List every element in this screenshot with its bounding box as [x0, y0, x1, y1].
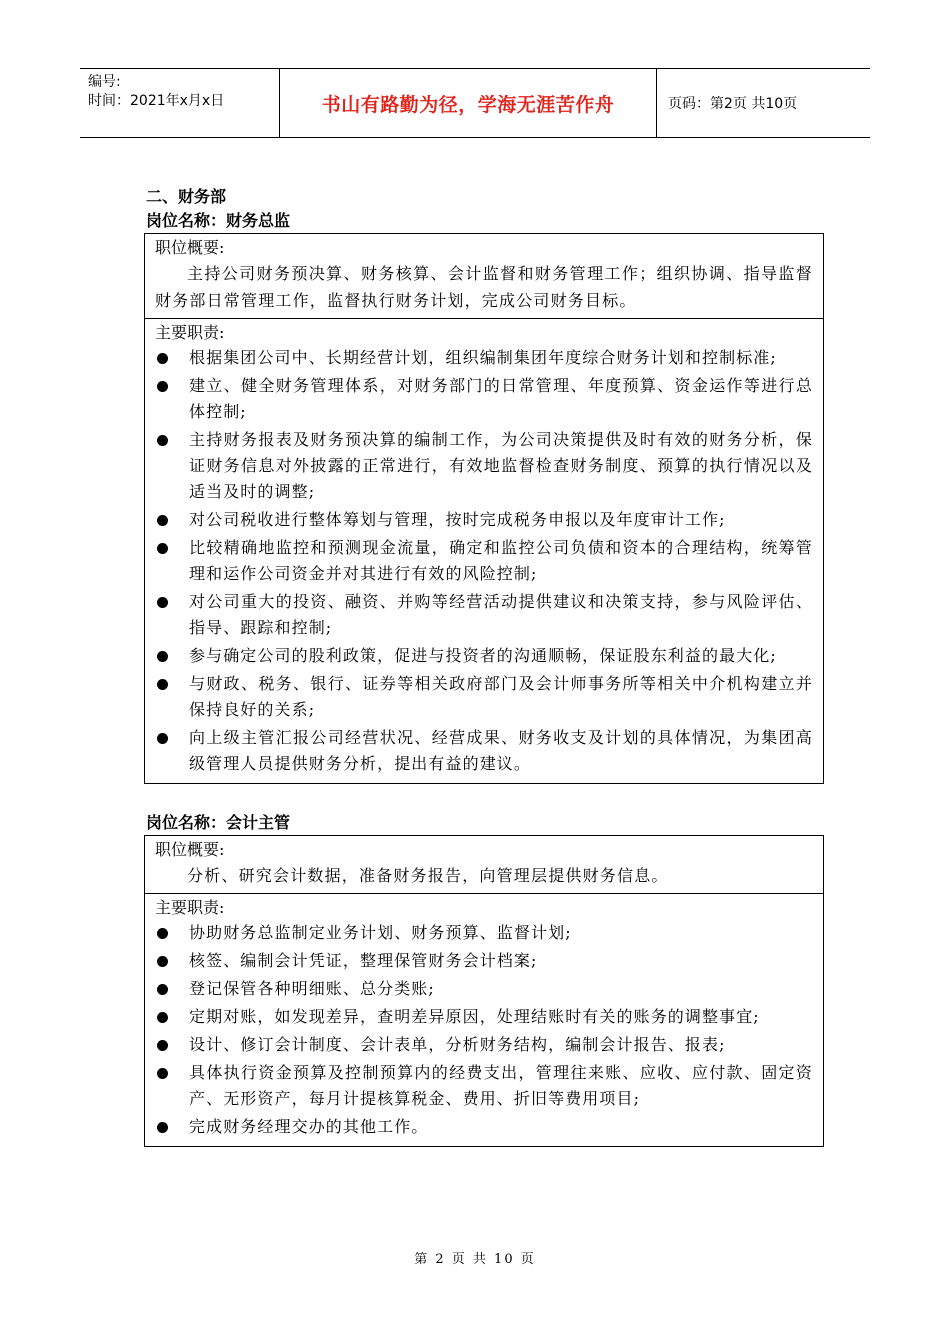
overview-label: 职位概要: — [155, 840, 225, 859]
duty-item — [155, 1060, 813, 1112]
header-page-info: 页码：第2页 共10页 — [668, 96, 798, 112]
duties-cell — [145, 893, 823, 1146]
duty-item — [155, 589, 813, 641]
duty-text: 对公司税收进行整体筹划与管理，按时完成税务申报以及年度审计工作; — [189, 510, 726, 529]
header-meta — [80, 69, 280, 137]
bullet-icon — [157, 1068, 168, 1079]
duty-text: 登记保管各种明细账、总分类账; — [189, 979, 435, 998]
duty-item — [155, 345, 813, 371]
overview-text: 主持公司财务预决算、财务核算、会计监督和财务管理工作；组织协调、指导监督财务部日常管理工作，监督执行财务计划，完成公司财务目标。 — [155, 264, 813, 310]
duty-text: 根据集团公司中、长期经营计划，组织编制集团年度综合财务计划和控制标准; — [189, 348, 777, 367]
overview-cell — [145, 836, 823, 893]
duty-item — [155, 671, 813, 723]
bullet-icon — [157, 1122, 168, 1133]
bullet-icon — [157, 679, 168, 690]
duty-item — [155, 507, 813, 533]
overview-label: 职位概要: — [155, 238, 225, 257]
bullet-icon — [157, 956, 168, 967]
duty-text: 完成财务经理交办的其他工作。 — [189, 1117, 429, 1136]
duty-text: 主持财务报表及财务预决算的编制工作，为公司决策提供及时有效的财务分析，保证财务信息对外披露的正常进行，有效地监督检查财务制度、预算的执行情况以及适当及时的调整; — [189, 430, 813, 501]
position-title-cfo: 岗位名称：财务总监 — [146, 211, 291, 230]
position-table-cfo — [144, 233, 824, 784]
duties-list — [155, 920, 813, 1140]
duty-text: 协助财务总监制定业务计划、财务预算、监督计划; — [189, 923, 572, 942]
duty-item — [155, 1004, 813, 1030]
duties-label: 主要职责: — [155, 898, 225, 917]
position-table-accounting-supervisor — [144, 835, 824, 1147]
duty-item — [155, 373, 813, 425]
duty-text: 具体执行资金预算及控制预算内的经费支出，管理往来账、应收、应付款、固定资产、无形资产，每月计提核算税金、费用、折旧等费用项目; — [189, 1063, 813, 1108]
bullet-icon — [157, 984, 168, 995]
duty-text: 核签、编制会计凭证，整理保管财务会计档案; — [189, 951, 538, 970]
duty-text: 与财政、税务、银行、证券等相关政府部门及会计师事务所等相关中介机构建立并保持良好的关系; — [189, 674, 813, 719]
duty-text: 参与确定公司的股利政策，促进与投资者的沟通顺畅，保证股东利益的最大化; — [189, 646, 777, 665]
duties-cell — [145, 318, 823, 783]
duty-item — [155, 535, 813, 587]
duty-item — [155, 725, 813, 777]
duty-item — [155, 976, 813, 1002]
duty-item — [155, 427, 813, 505]
duty-text: 设计、修订会计制度、会计表单，分析财务结构，编制会计报告、报表; — [189, 1035, 726, 1054]
overview-text: 分析、研究会计数据，准备财务报告，向管理层提供财务信息。 — [187, 866, 669, 885]
duties-list — [155, 345, 813, 777]
bullet-icon — [157, 543, 168, 554]
page-footer: 第 2 页 共 10 页 — [414, 1252, 536, 1267]
duty-text: 定期对账，如发现差异，查明差异原因，处理结账时有关的账务的调整事宜; — [189, 1007, 760, 1026]
duty-item — [155, 948, 813, 974]
duty-item — [155, 1114, 813, 1140]
duties-label: 主要职责: — [155, 323, 225, 342]
bullet-icon — [157, 733, 168, 744]
bullet-icon — [157, 1040, 168, 1051]
page-header — [80, 68, 870, 138]
duty-text: 对公司重大的投资、融资、并购等经营活动提供建议和决策支持，参与风险评估、指导、跟踪和控制; — [189, 592, 813, 637]
bullet-icon — [157, 435, 168, 446]
bullet-icon — [157, 353, 168, 364]
bullet-icon — [157, 381, 168, 392]
duty-item — [155, 643, 813, 669]
duty-text: 比较精确地监控和预测现金流量，确定和监控公司负债和资本的合理结构，统筹管理和运作公司资金并对其进行有效的风险控制; — [189, 538, 813, 583]
duty-item — [155, 1032, 813, 1058]
duty-text: 建立、健全财务管理体系，对财务部门的日常管理、年度预算、资金运作等进行总体控制; — [189, 376, 813, 421]
bullet-icon — [157, 515, 168, 526]
section-heading: 二、财务部 — [146, 187, 227, 206]
duty-item — [155, 920, 813, 946]
header-motto: 书山有路勤为径，学海无涯苦作舟 — [280, 69, 657, 137]
document-number-label: 编号: — [88, 74, 121, 90]
position-title-accounting-supervisor: 岗位名称：会计主管 — [146, 813, 291, 832]
document-date: 时间：2021年x月x日 — [88, 93, 225, 109]
bullet-icon — [157, 928, 168, 939]
bullet-icon — [157, 597, 168, 608]
bullet-icon — [157, 651, 168, 662]
bullet-icon — [157, 1012, 168, 1023]
duty-text: 向上级主管汇报公司经营状况、经营成果、财务收支及计划的具体情况，为集团高级管理人员提供财务分析，提出有益的建议。 — [189, 728, 813, 773]
overview-cell — [145, 234, 823, 318]
